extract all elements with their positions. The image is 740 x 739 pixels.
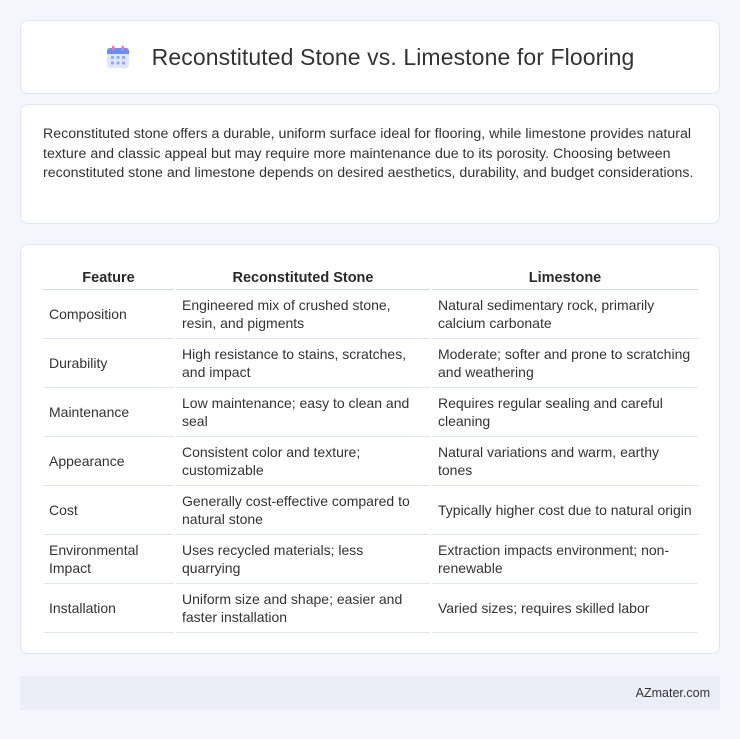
limestone-cell: Requires regular sealing and careful cleaning bbox=[432, 388, 698, 437]
feature-cell: Composition bbox=[43, 290, 174, 339]
limestone-cell: Typically higher cost due to natural origin bbox=[432, 486, 698, 535]
table-row bbox=[43, 437, 698, 486]
limestone-cell: Moderate; softer and prone to scratching and weathering bbox=[432, 339, 698, 388]
footer bbox=[20, 676, 720, 710]
table-row bbox=[43, 535, 698, 584]
table-row bbox=[43, 486, 698, 535]
table-row bbox=[43, 584, 698, 633]
reconstituted-stone-cell: Consistent color and texture; customizable bbox=[176, 437, 430, 486]
table-header-row bbox=[43, 265, 698, 290]
feature-cell: Installation bbox=[43, 584, 174, 633]
feature-cell: Appearance bbox=[43, 437, 174, 486]
limestone-cell: Extraction impacts environment; non-renewable bbox=[432, 535, 698, 584]
feature-cell: Environmental Impact bbox=[43, 535, 174, 584]
feature-cell: Durability bbox=[43, 339, 174, 388]
reconstituted-stone-cell: Uniform size and shape; easier and faster installation bbox=[176, 584, 430, 633]
table-row bbox=[43, 290, 698, 339]
header-feature: Feature bbox=[43, 265, 174, 290]
header-limestone: Limestone bbox=[432, 265, 698, 290]
summary-card bbox=[20, 104, 720, 224]
header-card bbox=[20, 20, 720, 94]
table-row bbox=[43, 388, 698, 437]
feature-cell: Cost bbox=[43, 486, 174, 535]
feature-cell: Maintenance bbox=[43, 388, 174, 437]
table-row bbox=[43, 339, 698, 388]
limestone-cell: Natural variations and warm, earthy tones bbox=[432, 437, 698, 486]
summary-text: Reconstituted stone offers a durable, uniform surface ideal for flooring, while limestone provides natural texture and classic appeal but may require more maintenance due to its porosity. Choosing between reconstituted stone and limestone depends on desired aesthetics, durability, and budget considerations. bbox=[43, 126, 694, 181]
limestone-cell: Natural sedimentary rock, primarily calcium carbonate bbox=[432, 290, 698, 339]
footer-brand: AZmater.com bbox=[635, 686, 710, 700]
reconstituted-stone-cell: High resistance to stains, scratches, and impact bbox=[176, 339, 430, 388]
reconstituted-stone-cell: Generally cost-effective compared to natural stone bbox=[176, 486, 430, 535]
comparison-table-card bbox=[20, 244, 720, 654]
reconstituted-stone-cell: Low maintenance; easy to clean and seal bbox=[176, 388, 430, 437]
header bbox=[106, 44, 635, 71]
header-reconstituted-stone: Reconstituted Stone bbox=[176, 265, 430, 290]
reconstituted-stone-cell: Uses recycled materials; less quarrying bbox=[176, 535, 430, 584]
limestone-cell: Varied sizes; requires skilled labor bbox=[432, 584, 698, 633]
page-title: Reconstituted Stone vs. Limestone for Flooring bbox=[151, 43, 635, 70]
calendar-icon bbox=[106, 45, 130, 69]
comparison-table bbox=[41, 265, 700, 633]
reconstituted-stone-cell: Engineered mix of crushed stone, resin, and pigments bbox=[176, 290, 430, 339]
